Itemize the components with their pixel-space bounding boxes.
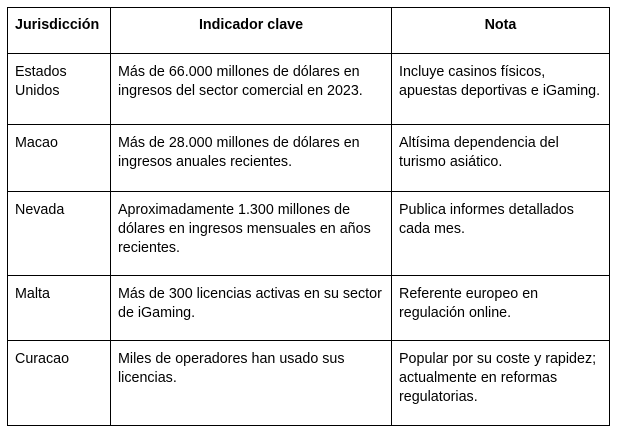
cell-indicador: Aproximadamente 1.300 millones de dólares en ingresos mensuales en años recientes. — [111, 192, 392, 276]
table-header-row — [8, 8, 610, 54]
table-row — [8, 125, 610, 192]
cell-nota: Incluye casinos físicos, apuestas deportivas e iGaming. — [392, 54, 610, 125]
header-nota: Nota — [392, 8, 610, 54]
cell-indicador: Miles de operadores han usado sus licencias. — [111, 341, 392, 426]
cell-jurisdiccion: Nevada — [8, 192, 111, 276]
cell-jurisdiccion: Macao — [8, 125, 111, 192]
table-row — [8, 276, 610, 341]
cell-nota: Altísima dependencia del turismo asiático. — [392, 125, 610, 192]
cell-indicador: Más de 300 licencias activas en su sector de iGaming. — [111, 276, 392, 341]
cell-nota: Popular por su coste y rapidez; actualmente en reformas regulatorias. — [392, 341, 610, 426]
header-jurisdiccion: Jurisdicción — [8, 8, 111, 54]
cell-jurisdiccion: Malta — [8, 276, 111, 341]
table-row — [8, 341, 610, 426]
cell-indicador: Más de 28.000 millones de dólares en ingresos anuales recientes. — [111, 125, 392, 192]
cell-jurisdiccion: Curacao — [8, 341, 111, 426]
header-indicador-clave: Indicador clave — [111, 8, 392, 54]
cell-nota: Referente europeo en regulación online. — [392, 276, 610, 341]
jurisdiction-table — [7, 7, 610, 426]
cell-nota: Publica informes detallados cada mes. — [392, 192, 610, 276]
table-row — [8, 54, 610, 125]
table-row — [8, 192, 610, 276]
cell-jurisdiccion: Estados Unidos — [8, 54, 111, 125]
cell-indicador: Más de 66.000 millones de dólares en ingresos del sector comercial en 2023. — [111, 54, 392, 125]
